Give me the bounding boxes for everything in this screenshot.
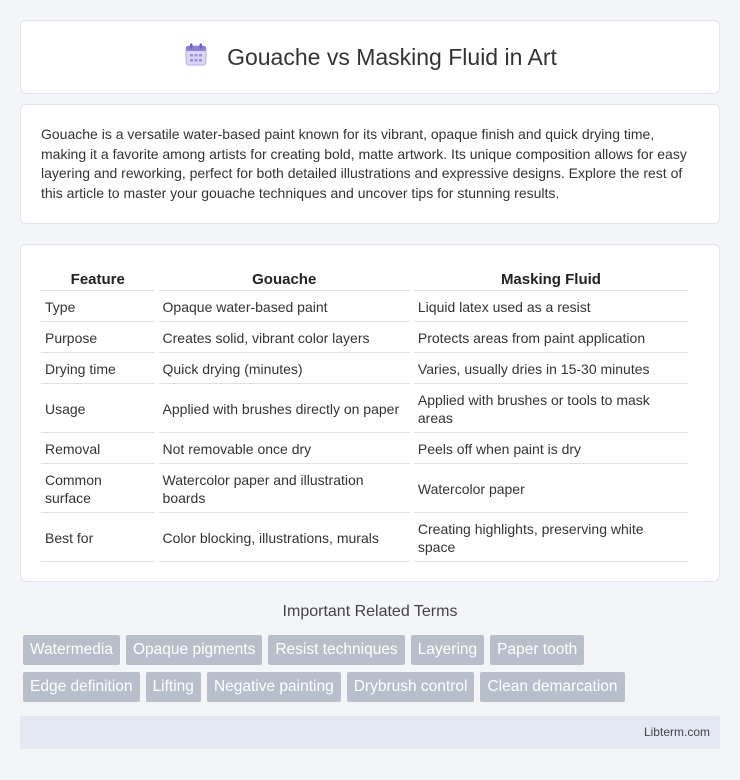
gouache-cell: Opaque water-based paint [159,293,410,322]
tag-drybrush-control[interactable]: Drybrush control [347,672,475,702]
table-row [41,293,688,322]
feature-cell: Usage [41,386,155,433]
header-masking-fluid: Masking Fluid [414,267,688,291]
feature-cell: Drying time [41,355,155,384]
page-title: Gouache vs Masking Fluid in Art [227,43,557,70]
table-row [41,515,688,562]
gouache-cell: Watercolor paper and illustration boards [159,466,410,513]
related-terms [23,635,723,709]
header-gouache: Gouache [159,267,410,291]
intro-card [20,104,720,224]
feature-cell: Common surface [41,466,155,513]
feature-cell: Removal [41,435,155,464]
tag-opaque-pigments[interactable]: Opaque pigments [126,635,262,665]
tag-row [23,672,723,702]
table-header-row [41,267,688,291]
gouache-cell: Applied with brushes directly on paper [159,386,410,433]
tag-clean-demarcation[interactable]: Clean demarcation [480,672,624,702]
masking-fluid-cell: Varies, usually dries in 15-30 minutes [414,355,688,384]
masking-fluid-cell: Watercolor paper [414,466,688,513]
intro-text: Gouache is a versatile water-based paint known for its vibrant, opaque finish and quick drying time, making it a favorite among artists for creating bold, matte artwork. Its unique composition allows for easy layering and reworking, perfect for both detailed illustrations and expressive designs. Explore the rest of this article to master your gouache techniques and uncover tips for stunning results. [41,126,687,201]
comparison-table [37,265,692,564]
comparison-card [20,244,720,582]
gouache-cell: Quick drying (minutes) [159,355,410,384]
table-row [41,466,688,513]
related-terms-title: Important Related Terms [282,603,458,620]
gouache-cell: Creates solid, vibrant color layers [159,324,410,353]
footer-site-link[interactable]: Libterm.com [643,725,710,739]
tag-paper-tooth[interactable]: Paper tooth [490,635,584,665]
tag-resist-techniques[interactable]: Resist techniques [268,635,404,665]
footer [20,716,720,749]
header-title-wrap [183,42,557,73]
gouache-cell: Color blocking, illustrations, murals [159,515,410,562]
tag-lifting[interactable]: Lifting [146,672,201,702]
calendar-icon [183,42,209,73]
feature-cell: Best for [41,515,155,562]
table-row [41,324,688,353]
tag-watermedia[interactable]: Watermedia [23,635,120,665]
table-row [41,355,688,384]
masking-fluid-cell: Protects areas from paint application [414,324,688,353]
feature-cell: Type [41,293,155,322]
header-feature: Feature [41,267,155,291]
gouache-cell: Not removable once dry [159,435,410,464]
masking-fluid-cell: Peels off when paint is dry [414,435,688,464]
masking-fluid-cell: Applied with brushes or tools to mask areas [414,386,688,433]
tag-row [23,635,723,665]
masking-fluid-cell: Creating highlights, preserving white space [414,515,688,562]
tag-layering[interactable]: Layering [411,635,484,665]
masking-fluid-cell: Liquid latex used as a resist [414,293,688,322]
header-card [20,20,720,94]
feature-cell: Purpose [41,324,155,353]
table-row [41,386,688,433]
tag-edge-definition[interactable]: Edge definition [23,672,140,702]
tag-negative-painting[interactable]: Negative painting [207,672,341,702]
table-row [41,435,688,464]
